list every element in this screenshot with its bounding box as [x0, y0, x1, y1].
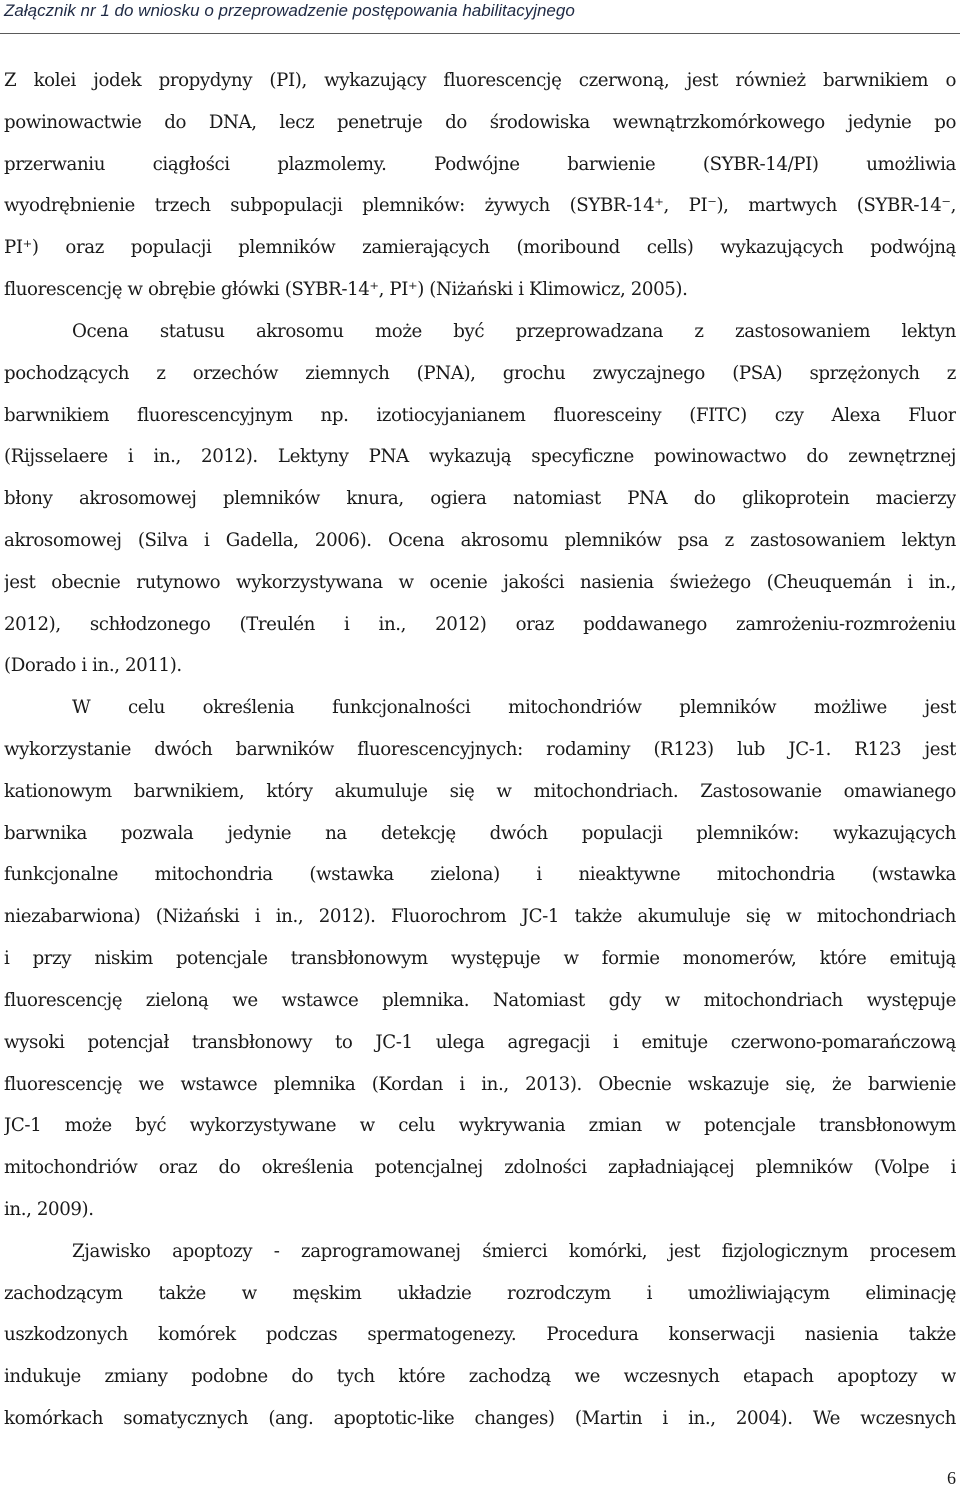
- text-line: funkcjonalne mitochondria (wstawka zielona) i nieaktywne mitochondria (wstawka: [4, 864, 956, 886]
- text-line: (Dorado i in., 2011).: [4, 655, 182, 677]
- text-line: jest obecnie rutynowo wykorzystywana w ocenie jakości nasienia świeżego (Cheuquemán i in.,: [4, 571, 956, 593]
- text-line: fluorescencję we wstawce plemnika (Kordan i in., 2013). Obecnie wskazuje się, że barwienie: [4, 1073, 956, 1095]
- paragraph-first-line: Zjawisko apoptozy - zaprogramowanej śmierci komórki, jest fizjologicznym procesem: [72, 1240, 956, 1262]
- document-body: [4, 60, 956, 1440]
- text-line: niezabarwiona) (Niżański i in., 2012). Fluorochrom JC-1 także akumuluje się w mitochondriach: [4, 906, 956, 928]
- text-line: wyodrębnienie trzech subpopulacji plemników: żywych (SYBR-14⁺, PI⁻), martwych (SYBR-14⁻,: [4, 195, 956, 217]
- document-header: Załącznik nr 1 do wniosku o przeprowadzenie postępowania habilitacyjnego: [4, 1, 575, 20]
- text-line: błony akrosomowej plemników knura, ogiera natomiast PNA do glikoprotein macierzy: [4, 488, 956, 510]
- text-line: in., 2009).: [4, 1198, 94, 1220]
- text-line: komórkach somatycznych (ang. apoptotic-like changes) (Martin i in., 2004). We wczesnych: [4, 1408, 956, 1429]
- text-line: fluorescencję zieloną we wstawce plemnika. Natomiast gdy w mitochondriach występuje: [4, 989, 956, 1011]
- text-line: Z kolei jodek propydyny (PI), wykazujący fluorescencję czerwoną, jest również barwnikiem o: [4, 70, 956, 91]
- text-line: akrosomowej (Silva i Gadella, 2006). Ocena akrosomu plemników psa z zastosowaniem lektyn: [4, 529, 956, 551]
- text-line: 2012), schłodzonego (Treulén i in., 2012) oraz poddawanego zamrożeniu-rozmrożeniu: [4, 613, 956, 635]
- text-line: mitochondriów oraz do określenia potencjalnej zdolności zapładniającej plemników (Volpe i: [4, 1157, 956, 1179]
- text-line: PI⁺) oraz populacji plemników zamierających (moribound cells) wykazujących podwójną: [4, 237, 956, 259]
- text-line: barwnika pozwala jedynie na detekcję dwóch populacji plemników: wykazujących: [4, 822, 956, 844]
- text-line: wysoki potencjał transbłonowy to JC-1 ulega agregacji i emituje czerwono-pomarańczową: [4, 1031, 956, 1053]
- text-line: fluorescencję w obrębie główki (SYBR-14⁺, PI⁺) (Niżański i Klimowicz, 2005).: [4, 279, 688, 301]
- text-line: kationowym barwnikiem, który akumuluje się w mitochondriach. Zastosowanie omawianego: [4, 780, 956, 802]
- text-line: pochodzących z orzechów ziemnych (PNA), grochu zwyczajnego (PSA) sprzężonych z: [4, 362, 956, 384]
- text-line: przerwaniu ciągłości plazmolemy. Podwójne barwienie (SYBR-14/PI) umożliwia: [4, 153, 956, 175]
- text-line: uszkodzonych komórek podczas spermatogenezy. Procedura konserwacji nasienia także: [4, 1324, 956, 1346]
- text-line: JC-1 może być wykorzystywane w celu wykrywania zmian w potencjale transbłonowym: [4, 1115, 956, 1137]
- header-divider: [0, 33, 960, 34]
- page-number: 6: [947, 1468, 956, 1488]
- paragraph-first-line: W celu określenia funkcjonalności mitochondriów plemników możliwe jest: [72, 697, 956, 719]
- text-line: i przy niskim potencjale transbłonowym występuje w formie monomerów, które emitują: [4, 948, 956, 970]
- text-line: (Rijsselaere i in., 2012). Lektyny PNA wykazują specyficzne powinowactwo do zewnętrznej: [4, 446, 956, 468]
- text-line: powinowactwie do DNA, lecz penetruje do środowiska wewnątrzkomórkowego jedynie po: [4, 111, 956, 133]
- text-line: wykorzystanie dwóch barwników fluorescencyjnych: rodaminy (R123) lub JC-1. R123 jest: [4, 739, 956, 760]
- text-line: barwnikiem fluorescencyjnym np. izotiocyjanianem fluoresceiny (FITC) czy Alexa Fluor: [4, 404, 956, 426]
- paragraph-first-line: Ocena statusu akrosomu może być przeprowadzana z zastosowaniem lektyn: [72, 320, 956, 342]
- text-line: zachodzącym także w męskim układzie rozrodczym i umożliwiającym eliminację: [4, 1282, 956, 1304]
- text-line: indukuje zmiany podobne do tych które zachodzą we wczesnych etapach apoptozy w: [4, 1366, 956, 1388]
